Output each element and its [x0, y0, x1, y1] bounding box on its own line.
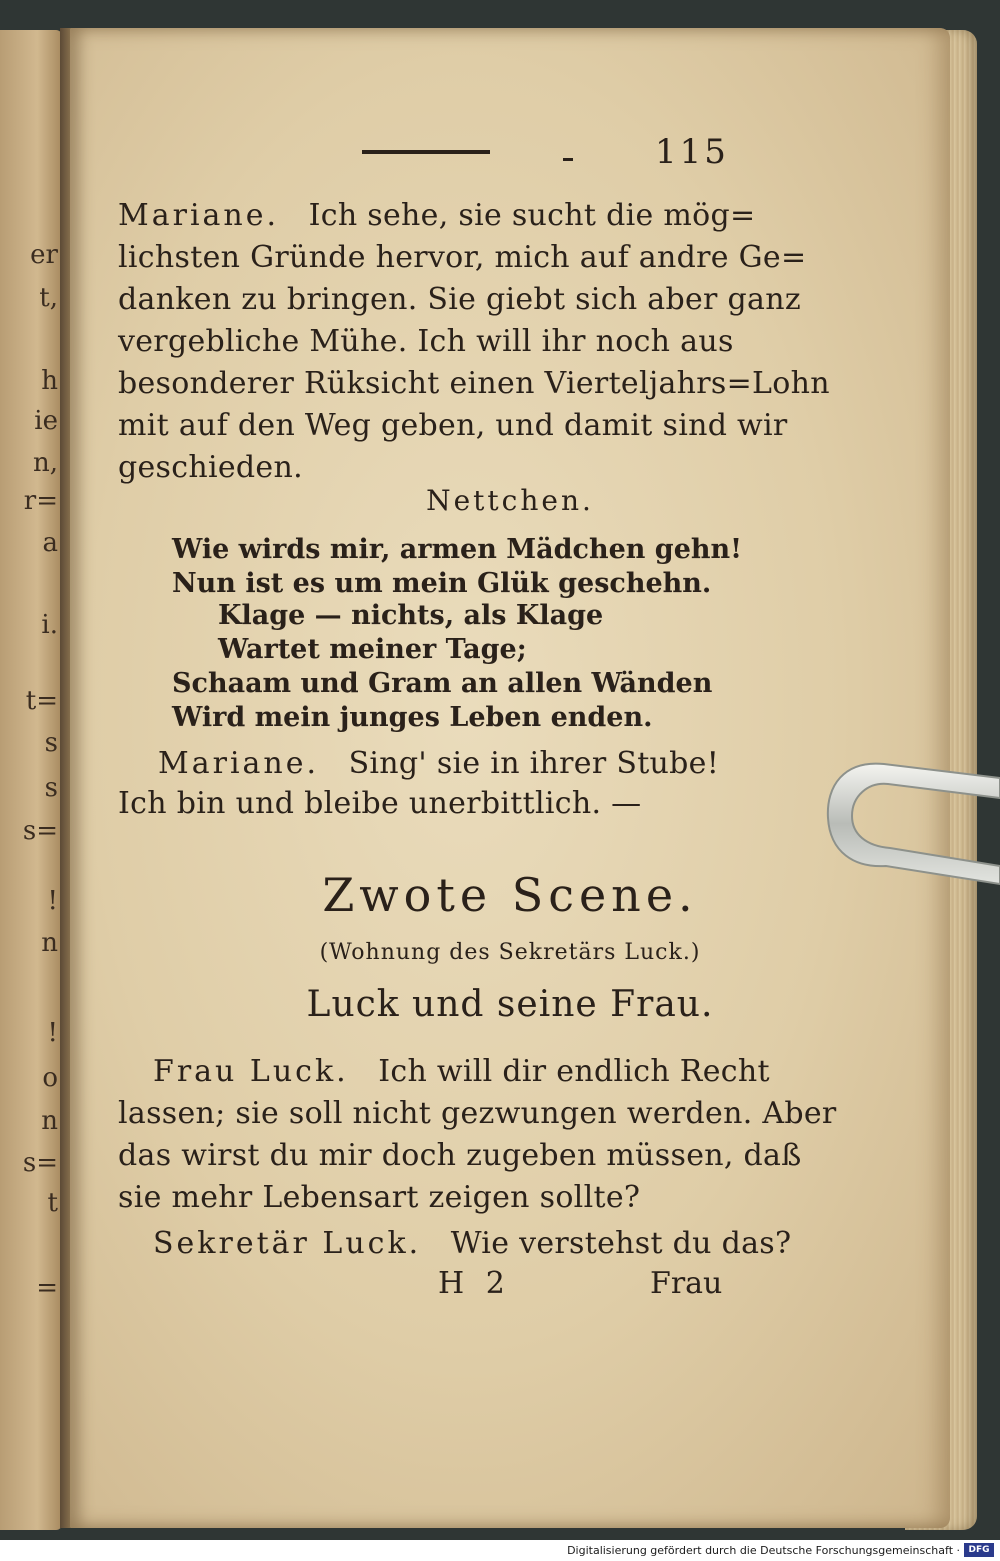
- catchword: Frau: [650, 1266, 723, 1301]
- text-line: sie mehr Lebensart zeigen sollte?: [118, 1180, 641, 1215]
- facing-page-fragment: ie: [34, 406, 58, 436]
- facing-page-fragment: t=: [25, 686, 58, 716]
- facing-page-fragment: s: [44, 728, 58, 758]
- facing-page-fragment: s=: [22, 816, 58, 846]
- speaker-heading: Nettchen.: [426, 484, 594, 517]
- text-line: vergebliche Mühe. Ich will ihr noch aus: [118, 324, 734, 359]
- facing-page-fragment: !: [47, 1018, 58, 1048]
- facing-page-fragment: er: [30, 240, 58, 270]
- stage-direction: (Wohnung des Sekretärs Luck.): [319, 940, 701, 965]
- text-line: lassen; sie soll nicht gezwungen werden. Aber: [118, 1096, 837, 1131]
- facing-page-fragment: o: [42, 1063, 58, 1093]
- header-rule: [362, 150, 490, 154]
- text-line: danken zu bringen. Sie giebt sich aber ganz: [118, 282, 801, 317]
- verse-line: Wird mein junges Leben enden.: [172, 702, 653, 733]
- text-line: Mariane. Sing' sie in ihrer Stube!: [158, 746, 720, 781]
- digitization-footer: [0, 1540, 1000, 1561]
- speaker-name: Frau Luck.: [153, 1054, 349, 1089]
- signature-mark: H 2: [438, 1266, 511, 1301]
- verse-line: Nun ist es um mein Glük geschehn.: [172, 568, 712, 599]
- facing-page-fragment: s: [44, 773, 58, 803]
- facing-page-fragment: t: [47, 1188, 58, 1218]
- facing-page-fragment: r=: [23, 486, 58, 516]
- facing-page-fragment: s=: [22, 1148, 58, 1178]
- text-line: das wirst du mir doch zugeben müssen, daß: [118, 1138, 802, 1173]
- text-line: Frau Luck. Ich will dir endlich Recht: [153, 1054, 770, 1089]
- verse-line: Schaam und Gram an allen Wänden: [172, 668, 713, 699]
- page-clip: [824, 756, 1000, 886]
- facing-page-fragment: i.: [41, 610, 58, 640]
- text-line: Mariane. Ich sehe, sie sucht die mög=: [118, 198, 756, 233]
- text-line: Sekretär Luck. Wie verstehst du das?: [153, 1226, 792, 1261]
- facing-page-fragment: n,: [32, 448, 58, 478]
- text-line: mit auf den Weg geben, und damit sind wir: [118, 408, 788, 443]
- verse-line: Wie wirds mir, armen Mädchen gehn!: [172, 534, 742, 565]
- speaker-name: Mariane.: [118, 198, 280, 233]
- facing-page-edge: [0, 30, 62, 1530]
- facing-page-fragment: n: [41, 928, 58, 958]
- header-dash: [563, 158, 573, 161]
- facing-page-fragment: n: [41, 1106, 58, 1136]
- facing-page-fragment: t,: [39, 283, 58, 313]
- text-line: besonderer Rüksicht einen Vierteljahrs=Lohn: [118, 366, 830, 401]
- facing-page-fragment: !: [47, 886, 58, 916]
- dfg-logo: DFG: [964, 1543, 994, 1557]
- speaker-name: Mariane.: [158, 746, 320, 781]
- footer-credit: Digitalisierung gefördert durch die Deutsche Forschungsgemeinschaft ·: [567, 1544, 960, 1557]
- speaker-name: Sekretär Luck.: [153, 1226, 422, 1261]
- page-number: 115: [655, 132, 729, 172]
- facing-page-fragment: h: [41, 366, 58, 396]
- text-line: Ich bin und bleibe unerbittlich. —: [118, 786, 642, 821]
- facing-page-fragment: =: [36, 1273, 58, 1303]
- scene-persons: Luck und seine Frau.: [306, 984, 714, 1025]
- scene-title: Zwote Scene.: [322, 868, 698, 922]
- verse-line: Klage — nichts, als Klage: [218, 600, 604, 631]
- text-line: lichsten Gründe hervor, mich auf andre Ge=: [118, 240, 807, 275]
- verse-line: Wartet meiner Tage;: [218, 634, 527, 665]
- text-line: geschieden.: [118, 450, 303, 485]
- facing-page-fragment: a: [42, 528, 58, 558]
